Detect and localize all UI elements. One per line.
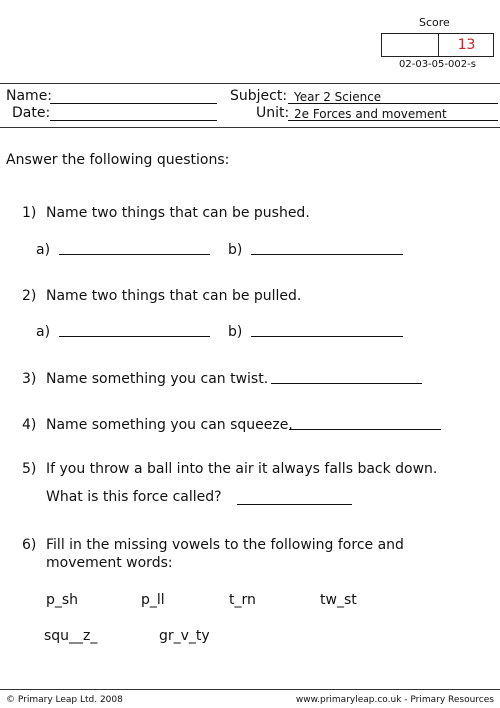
question-text: Name something you can squeeze. (46, 417, 293, 433)
question-number: 5) (22, 461, 37, 477)
instructions: Answer the following questions: (6, 152, 230, 168)
answer-blank[interactable] (251, 252, 403, 255)
vowel-word: t_rn (229, 592, 256, 608)
footer-website: www.primaryleap.co.uk - Primary Resources (295, 695, 494, 705)
answer-blank[interactable] (237, 502, 352, 505)
vowel-word: squ__z_ (44, 628, 98, 644)
score-value: 13 (457, 37, 476, 53)
answer-blank[interactable] (251, 334, 403, 337)
date-field[interactable] (50, 104, 217, 121)
question-number: 3) (22, 371, 37, 387)
answer-label-b: b) (228, 324, 243, 340)
worksheet-code: 02-03-05-002-s (399, 59, 476, 70)
question-text: If you throw a ball into the air it always falls back down. (46, 461, 438, 477)
score-label: Score (419, 16, 450, 29)
answer-blank[interactable] (59, 252, 210, 255)
question-number: 2) (22, 288, 37, 304)
date-label: Date: (12, 105, 51, 121)
answer-blank[interactable] (271, 381, 422, 384)
subject-label: Subject: (230, 88, 288, 104)
answer-blank[interactable] (289, 427, 441, 430)
vowel-word: p_sh (46, 592, 79, 608)
question-text: Name something you can twist. (46, 371, 269, 387)
answer-label-a: a) (36, 242, 51, 258)
question-number: 6) (22, 537, 37, 553)
answer-blank[interactable] (59, 334, 210, 337)
subject-value: Year 2 Science (294, 90, 382, 104)
name-field[interactable] (50, 87, 217, 104)
answer-label-b: b) (228, 242, 243, 258)
question-text: Fill in the missing vowels to the following force and (46, 537, 404, 553)
question-number: 4) (22, 417, 37, 433)
footer-rule (0, 689, 500, 690)
question-number: 1) (22, 205, 37, 221)
vowel-word: tw_st (320, 592, 357, 608)
question-text: Name two things that can be pushed. (46, 205, 310, 221)
header-rule-bottom (0, 127, 500, 128)
score-box (381, 33, 494, 57)
question-text-line2: What is this force called? (46, 489, 222, 505)
vowel-word: gr_v_ty (159, 628, 210, 644)
vowel-word: p_ll (141, 592, 165, 608)
unit-label: Unit: (256, 105, 290, 121)
question-text: Name two things that can be pulled. (46, 288, 302, 304)
footer-copyright: © Primary Leap Ltd. 2008 (6, 695, 123, 705)
header-rule-top (0, 83, 500, 84)
question-text-line2: movement words: (46, 555, 173, 571)
answer-label-a: a) (36, 324, 51, 340)
name-label: Name: (6, 88, 53, 104)
unit-value: 2e Forces and movement (294, 107, 447, 121)
